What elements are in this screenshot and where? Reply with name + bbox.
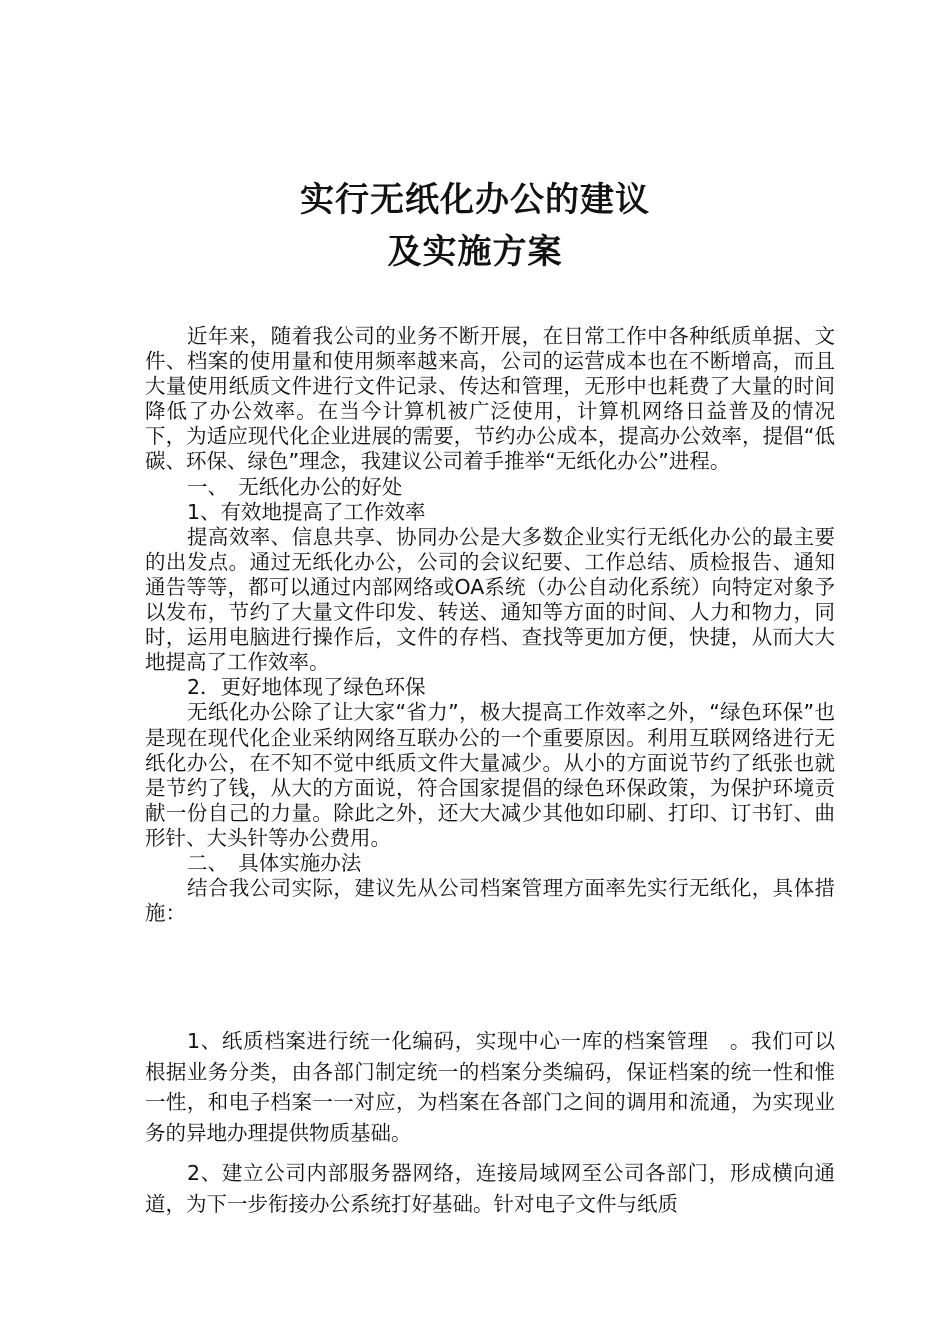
section-heading-2: 二、 具体实施办法 [187,850,362,875]
document-body-bottom [145,1158,835,1219]
document-title-line1: 实行无纸化办公的建议 [300,180,650,220]
paragraph-green: 无纸化办公除了让大家“省力”，极大提高工作效率之外，“绿色环保”也是现在现代化企业采纳网络互联办公的一个重要原因。利用互联网络进行无纸化办公，在不知不觉中纸质文件大量减少。从小的方面说节约了纸张也就是节约了钱，从大的方面说，符合国家提倡的绿色环保政策，为保护环境贡献一份自己的力量。除此之外，还大大减少其他如印刷、打印、订书钉、曲形针、大头针等办公费用。 [145,700,835,850]
document-title-line2: 及实施方案 [387,232,563,272]
subheading-2: 2．更好地体现了绿色环保 [187,675,426,700]
document-body-top [145,324,835,926]
intro-paragraph: 近年来，随着我公司的业务不断开展，在日常工作中各种纸质单据、文件、档案的使用量和使用频率越来高，公司的运营成本也在不断增高，而且大量使用纸质文件进行文件记录、传达和管理，无形中也耗费了大量的时间降低了办公效率。在当今计算机被广泛使用，计算机网络日益普及的情况下，为适应现代化企业进展的需要，节约办公成本，提高办公效率，提倡“低碳、环保、绿色”理念，我建议公司着手推举“无纸化办公”进程。 [145,324,835,474]
paragraph-measures-intro: 结合我公司实际，建议先从公司档案管理方面率先实行无纸化，具体措施： [145,876,835,926]
paragraph-network: 2、建立公司内部服务器网络，连接局域网至公司各部门，形成横向通道，为下一步衔接办公系统打好基础。针对电子文件与纸质 [145,1161,835,1216]
subheading-1: 1、有效地提高了工作效率 [187,499,426,524]
paragraph-efficiency: 提高效率、信息共享、协同办公是大多数企业实行无纸化办公的最主要的出发点。通过无纸化办公，公司的会议纪要、工作总结、质检报告、通知通告等等，都可以通过内部网络或OA系统（办公自动化系统）向特定对象予以发布，节约了大量文件印发、转送、通知等方面的时间、人力和物力，同时，运用电脑进行操作后，文件的存档、查找等更加方便，快捷，从而大大地提高了工作效率。 [145,524,835,675]
section-heading-1: 一、 无纸化办公的好处 [187,474,403,499]
document-body-middle [145,1026,835,1148]
paragraph-archive-coding: 1、纸质档案进行统一化编码，实现中心一库的档案管理 。我们可以根据业务分类，由各部门制定统一的档案分类编码，保证档案的统一性和惟一性，和电子档案一一对应，为档案在各部门之间的调用和流通，为实现业务的异地办理提供物质基础。 [145,1029,835,1145]
